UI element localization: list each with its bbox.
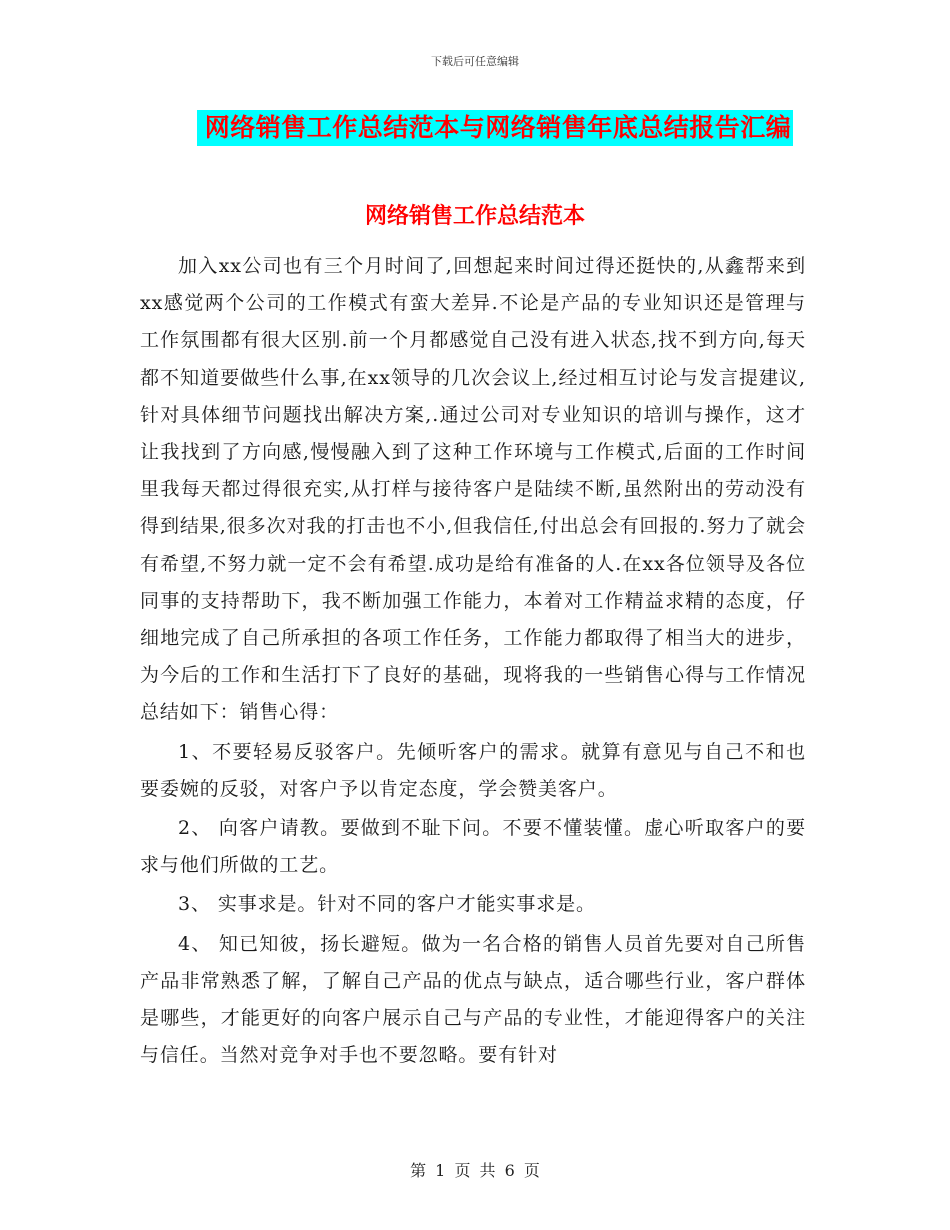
body-paragraph-intro: 加入xx公司也有三个月时间了,回想起来时间过得还挺快的,从鑫帮来到xx感觉两个公司的工作模式有蛮大差异.不论是产品的专业知识还是管理与工作氛围都有很大区别.前一个月都感觉自己没有进入状态,找不到方向,每天都不知道要做些什么事,在xx领导的几次会议上,经过相互讨论与发言提建议,针对具体细节问题找出解决方案,.通过公司对专业知识的培训与操作，这才让我找到了方向感,慢慢融入到了这种工作环境与工作模式,后面的工作时间里我每天都过得很充实,从打样与接待客户是陆续不断,虽然附出的劳动没有得到结果,很多次对我的打击也不小,但我信任,付出总会有回报的.努力了就会有希望,不努力就一定不会有希望.成功是给有准备的人.在xx各位领导及各位同事的支持帮助下，我不断加强工作能力，本着对工作精益求精的态度，仔细地完成了自己所承担的各项工作任务，工作能力都取得了相当大的进步，为今后的工作和生活打下了良好的基础，现将我的一些销售心得与工作情况总结如下：销售心得： (140, 255, 806, 724)
section-title: 网络销售工作总结范本 (364, 203, 585, 229)
page-footer: 第 1 页 共 6 页 (410, 1161, 540, 1180)
header-note: 下载后可任意编辑 (431, 55, 519, 68)
main-title-container (0, 110, 950, 146)
document-body (140, 248, 806, 1074)
document-main-title: 网络销售工作总结范本与网络销售年底总结报告汇编 (197, 110, 794, 146)
list-item-4: 4、 知已知彼，扬长避短。做为一名合格的销售人员首先要对自己所售产品非常熟悉了解，了解自己产品的优点与缺点，适合哪些行业，客户群体是哪些，才能更好的向客户展示自己与产品的专业性，才能迎得客户的关注与信任。当然对竞争对手也不要忽略。要有针对 (140, 932, 806, 1067)
list-item-1: 1、不要轻易反驳客户。先倾听客户的需求。就算有意见与自己不和也要委婉的反驳，对客户予以肯定态度，学会赞美客户。 (140, 740, 806, 800)
list-item-2: 2、 向客户请教。要做到不耻下问。不要不懂装懂。虚心听取客户的要求与他们所做的工艺。 (140, 817, 806, 877)
list-item-3: 3、 实事求是。针对不同的客户才能实事求是。 (178, 893, 596, 916)
